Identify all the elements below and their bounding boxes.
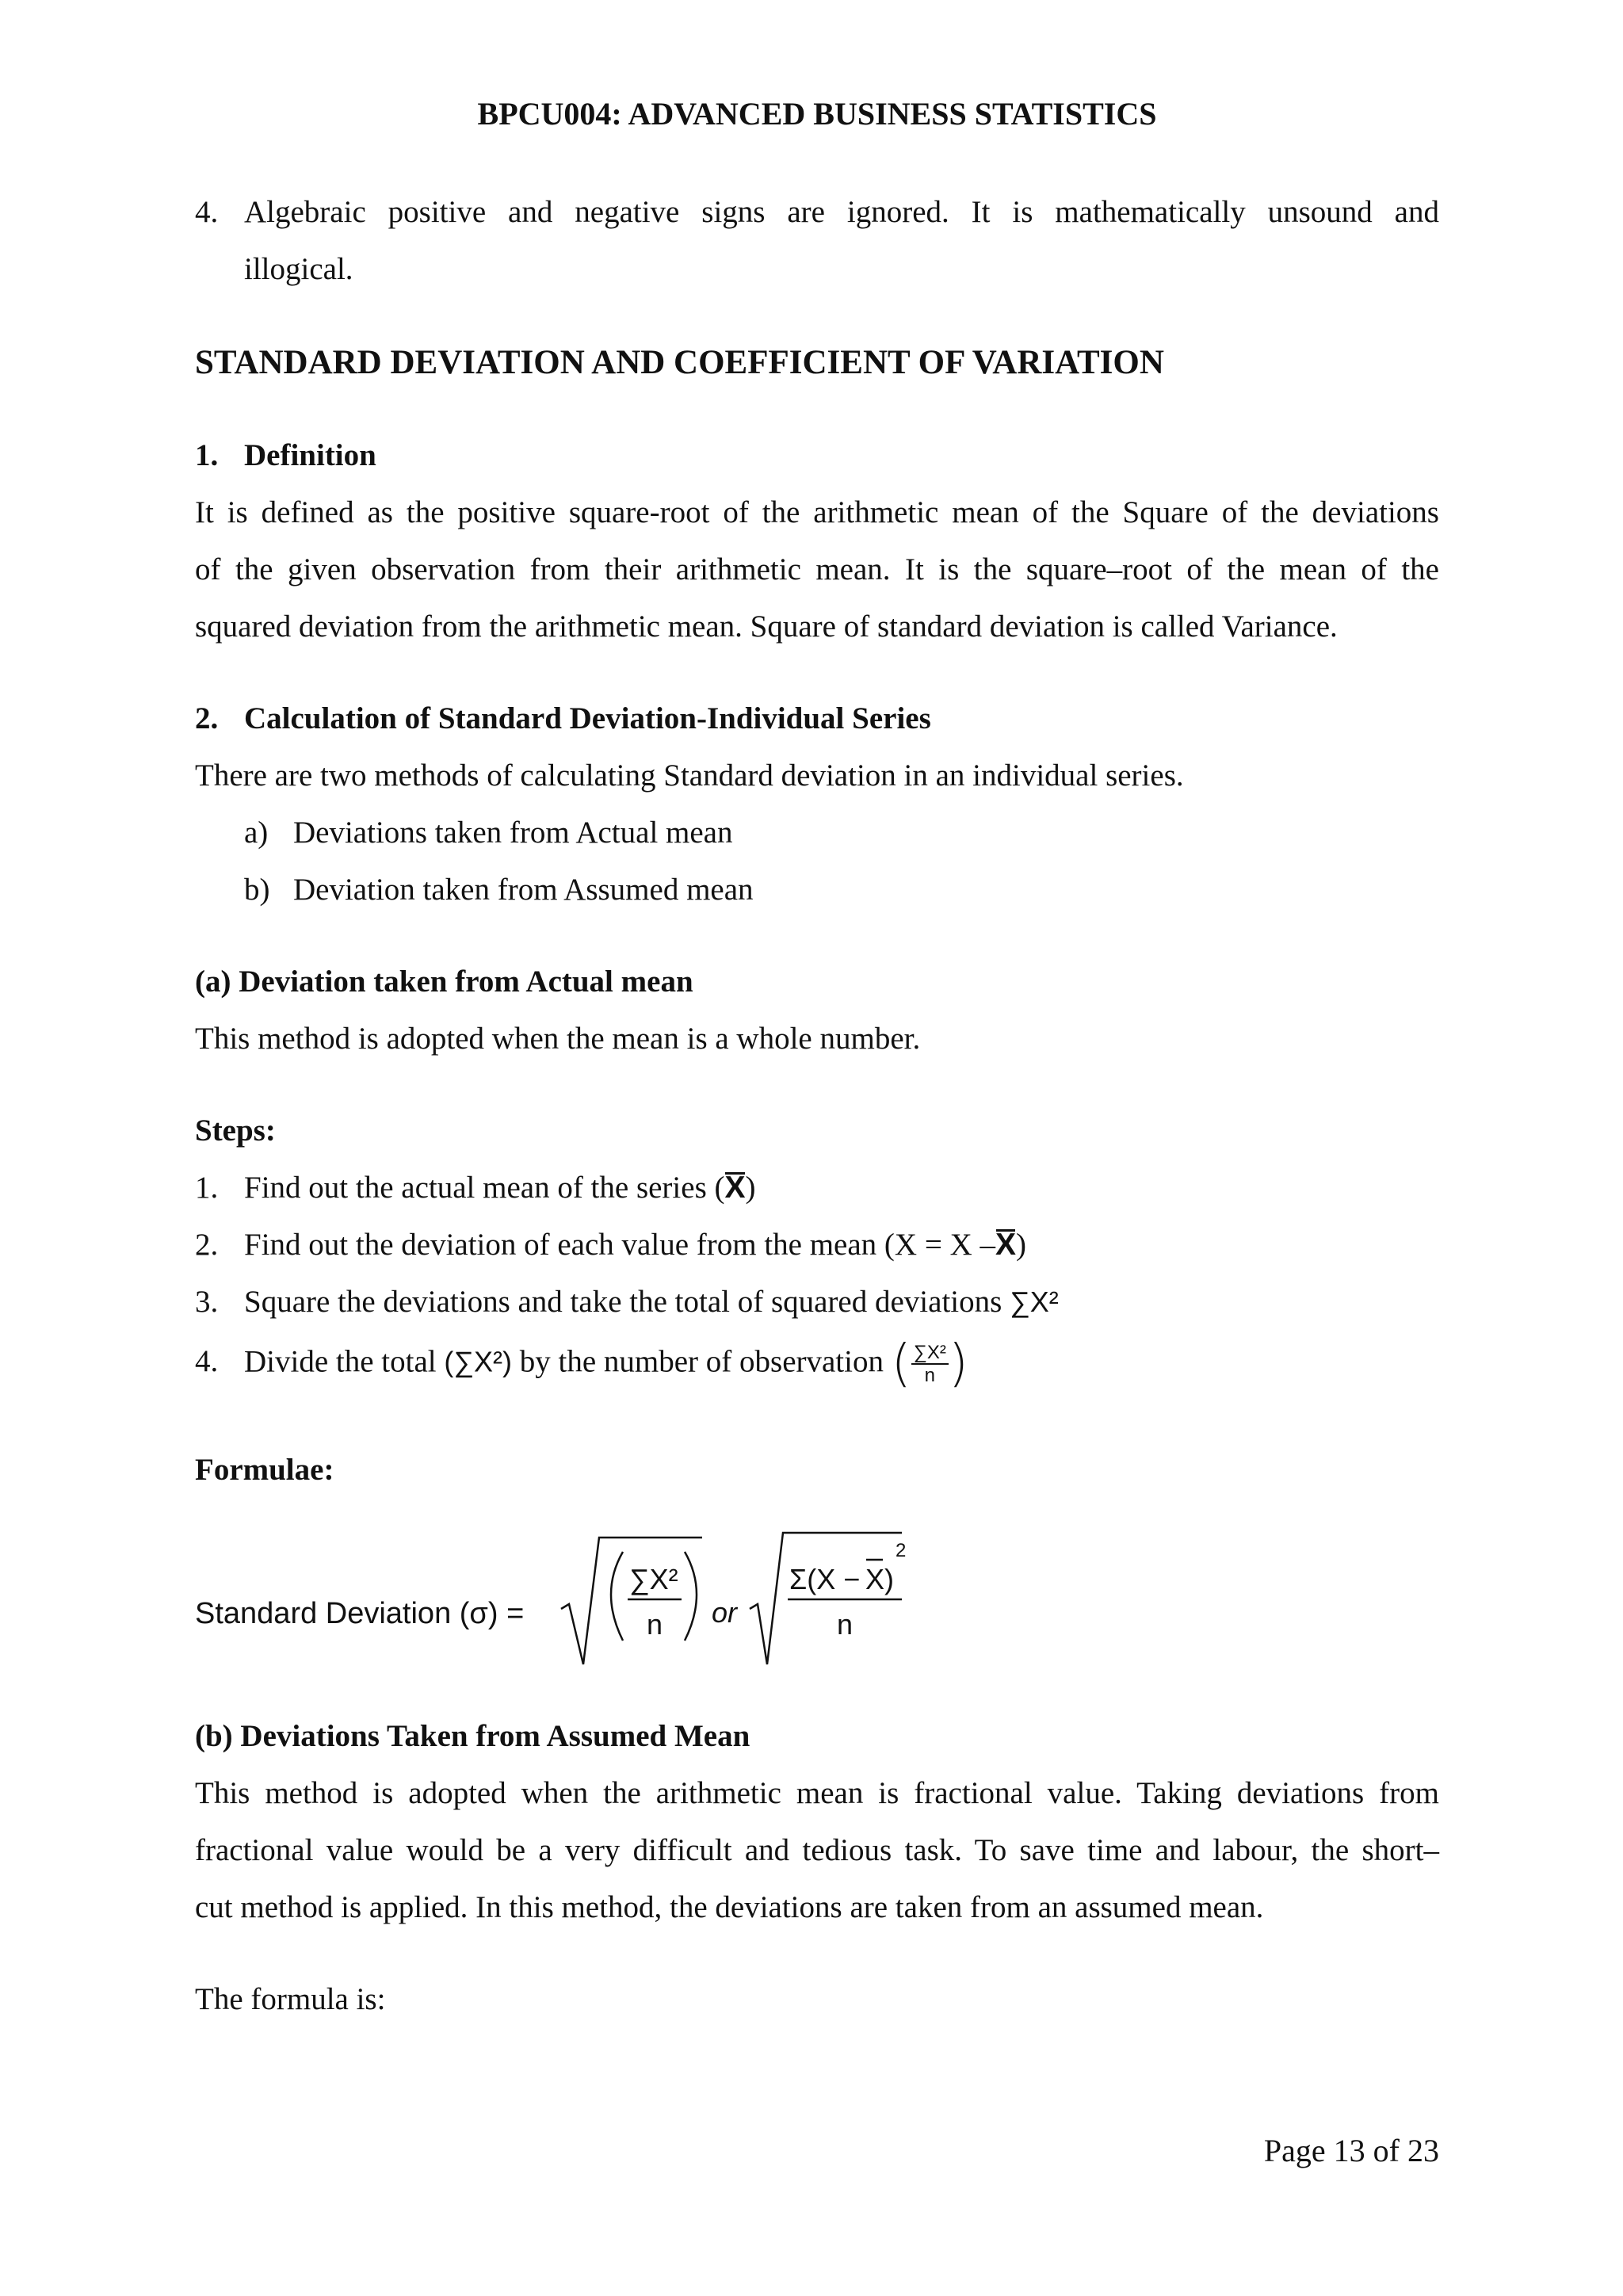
formula-label: Standard Deviation (σ) = [195, 1597, 525, 1630]
assumed-mean-line-2: fractional value would be a very difficult and tedious task. To save time and labour, the short– [195, 1833, 1439, 1867]
definition-line-3: squared deviation from the arithmetic mean. Square of standard deviation is called Variance. [195, 609, 1338, 644]
calculation-intro: There are two methods of calculating Standard deviation in an individual series. [195, 758, 1184, 793]
standard-deviation-formula [195, 1530, 956, 1688]
step-item-4: 4. Divide the total (∑X²) by the number of observation ( $\frac{\text{∑X²}}{n}$ ) [195, 1335, 968, 1393]
step-item-2: 2. Find out the deviation of each value from the mean (X = X –X) [195, 1227, 1026, 1264]
assumed-mean-line-1: This method is adopted when the arithmetic mean is fractional value. Taking deviations from [195, 1776, 1439, 1810]
definition-line-1: It is defined as the positive square-root of the arithmetic mean of the Square of the deviations [195, 495, 1439, 529]
definition-heading: 1. Definition [195, 438, 376, 472]
actual-mean-heading: (a) Deviation taken from Actual mean [195, 965, 693, 999]
calculation-heading: 2. Calculation of Standard Deviation-Individual Series [195, 701, 931, 735]
method-item-b: b) Deviation taken from Assumed mean [244, 873, 754, 907]
actual-mean-text: This method is adopted when the mean is a whole number. [195, 1022, 921, 1056]
page-header: BPCU004: ADVANCED BUSINESS STATISTICS [477, 96, 1157, 132]
step-fraction: $\frac{\text{∑X²}}{n}$ [911, 1342, 949, 1387]
formula-numerator-1: ∑X² [629, 1563, 678, 1595]
steps-heading: Steps: [195, 1114, 276, 1148]
formula-denominator-1: n [646, 1608, 663, 1641]
step-item-1: 1. Find out the actual mean of the series (X) [195, 1170, 756, 1207]
assumed-mean-line-3: cut method is applied. In this method, the deviations are taken from an assumed mean. [195, 1890, 1264, 1924]
formulae-heading: Formulae: [195, 1453, 334, 1487]
x-bar-symbol: X [995, 1227, 1016, 1264]
formula-intro: The formula is: [195, 1982, 386, 2016]
page-number: Page 13 of 23 [1263, 2133, 1439, 2168]
definition-line-2: of the given observation from their arithmetic mean. It is the square–root of the mean of the [195, 552, 1439, 586]
formula-numerator-2-xbar: X [865, 1563, 885, 1595]
document-page [195, 0, 1439, 2296]
formula-denominator-2: n [836, 1608, 854, 1641]
formula-numerator-2a: Σ(X − [789, 1563, 861, 1595]
formula-numerator-2b: ) [884, 1563, 894, 1595]
assumed-mean-heading: (b) Deviations Taken from Assumed Mean [195, 1719, 750, 1753]
formula-or: or [712, 1596, 738, 1629]
x-bar-symbol: X [724, 1170, 745, 1207]
section-title: STANDARD DEVIATION AND COEFFICIENT OF VARIATION [195, 344, 1164, 381]
intro-point-line2: illogical. [244, 252, 353, 286]
method-item-a: a) Deviations taken from Actual mean [244, 816, 733, 850]
formula-exponent: 2 [896, 1540, 907, 1561]
intro-point-line1: 4. Algebraic positive and negative signs are ignored. It is mathematically unsound and [195, 195, 1439, 229]
step-item-3: 3. Square the deviations and take the total of squared deviations ∑X² [195, 1285, 1059, 1319]
